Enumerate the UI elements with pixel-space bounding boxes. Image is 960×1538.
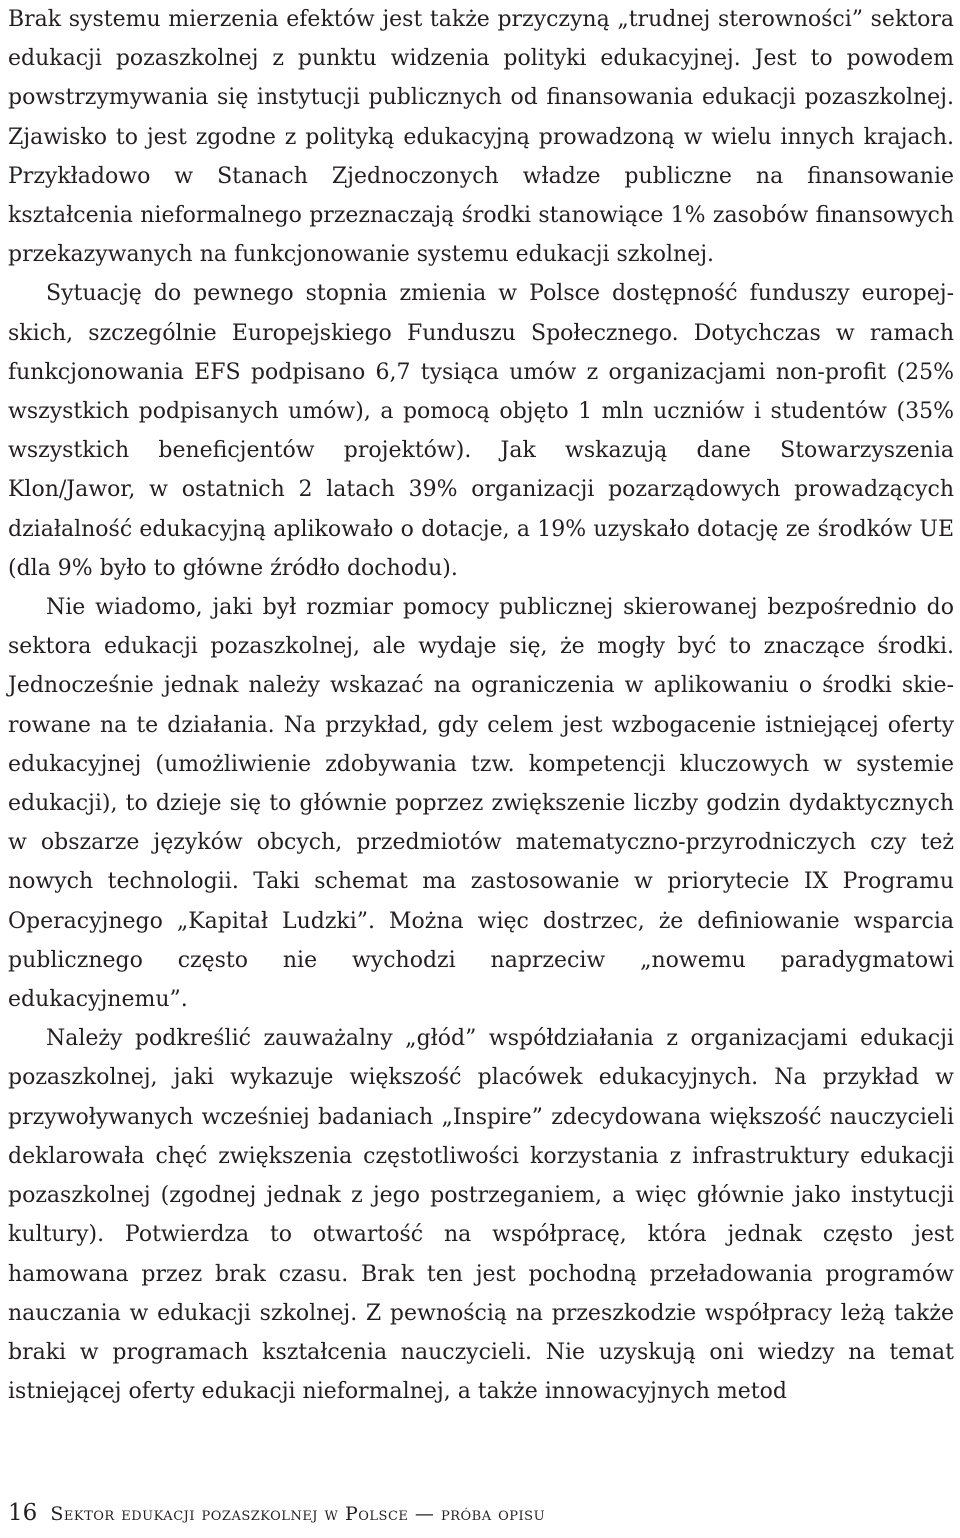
running-title: Sektor edukacji pozaszkolnej w Polsce — próba opisu (50, 1503, 546, 1525)
paragraph: Nie wiadomo, jaki był rozmiar pomocy publicznej skierowanej bezpośrednio do sektora edukacji pozaszkolnej, ale wydaje się, że mogły być to znaczące środki. Jednocześnie jednak należy wskazać na ograniczenia w aplikowaniu o środki skierowane na te działania. Na przykład, gdy celem jest wzbogacenie istniejącej oferty edukacyjnej (umożliwienie zdobywania tzw. kompetencji kluczowych w systemie edukacji), to dzieje się to głównie poprzez zwiększenie liczby godzin dydaktycznych w obszarze języków obcych, przedmiotów matematyczno-przyrodniczych czy też nowych technologii. Taki schemat ma zastosowanie w priorytecie IX Programu Operacyjnego „Kapitał Ludzki”. Można więc dostrzec, że definiowanie wsparcia publicznego często nie wychodzi naprzeciw „nowemu paradygmatowi edukacyjnemu”. (8, 595, 954, 1013)
page-body (8, 0, 954, 1411)
paragraph: Sytuację do pewnego stopnia zmienia w Polsce dostępność funduszy europejskich, szczególnie Europejskiego Funduszu Społecznego. Dotychczas w ramach funkcjonowania EFS podpisano 6,7 tysiąca umów z organizacjami non-profit (25% wszystkich podpisanych umów), a pomocą objęto 1 mln uczniów i studentów (35% wszystkich beneficjentów projektów). Jak wskazują dane Stowarzyszenia Klon/Jawor, w ostatnich 2 latach 39% organizacji pozarządowych prowadzących działalność edukacyjną aplikowało o dotacje, a 19% uzyskało dotację ze środków UE (dla 9% było to główne źródło dochodu). (8, 281, 954, 581)
paragraph: Brak systemu mierzenia efektów jest także przyczyną „trudnej sterowności” sektora edukacji pozaszkolnej z punktu widzenia polityki edukacyjnej. Jest to powodem powstrzymywania się instytucji publicznych od finansowania edukacji pozaszkolnej. Zjawisko to jest zgodne z polityką edukacyjną prowadzoną w wielu innych krajach. Przykładowo w Stanach Zjednoczonych władze publiczne na finansowanie kształcenia nieformalnego przeznaczają środki stanowiące 1% zasobów finansowych przekazywanych na funkcjonowanie systemu edukacji szkolnej. (8, 7, 954, 268)
page-footer (8, 1500, 545, 1526)
paragraph: Należy podkreślić zauważalny „głód” współdziałania z organizacjami edukacji pozaszkolnej, jaki wykazuje większość placówek edukacyjnych. Na przykład w przywoływanych wcześniej badaniach „Inspire” zdecydowana większość nauczycieli deklarowała chęć zwiększenia częstotliwości korzystania z infrastruktury edukacji pozaszkolnej (zgodnej jednak z jego postrzeganiem, a więc głównie jako instytucji kultury). Potwierdza to otwartość na współpracę, która jednak często jest hamowana przez brak czasu. Brak ten jest pochodną przeładowania programów nauczania w edukacji szkolnej. Z pewnością na przeszkodzie współpracy leżą także braki w programach kształcenia nauczycieli. Nie uzyskują oni wiedzy na temat istniejącej oferty edukacji nieformalnej, a także innowacyjnych metod (8, 1026, 954, 1405)
page-number: 16 (8, 1500, 38, 1526)
